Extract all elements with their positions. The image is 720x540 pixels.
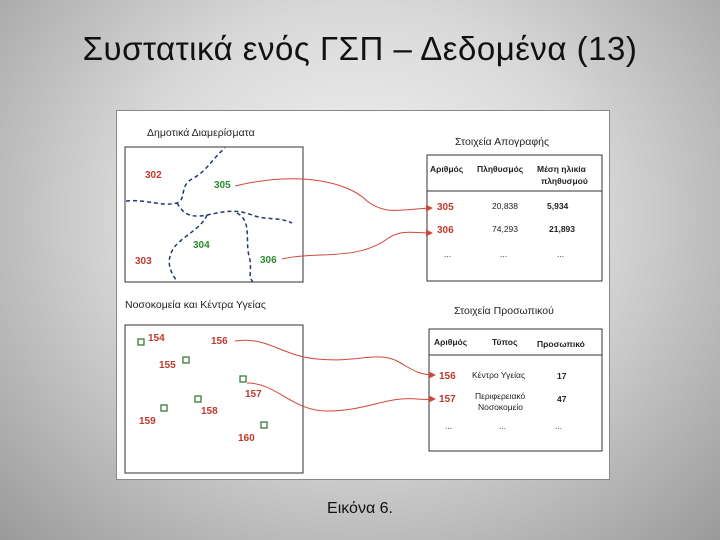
point-159 xyxy=(161,405,167,411)
staff-ellipsis-3: ... xyxy=(555,421,563,431)
census-col-population: Πληθυσμός xyxy=(477,164,524,174)
staff-row2-staff: 47 xyxy=(557,394,567,404)
staff-col-type: Τύπος xyxy=(492,337,518,347)
census-heading: Στοιχεία Απογραφής xyxy=(455,136,550,148)
hospital-label-156: 156 xyxy=(211,336,228,347)
hospital-label-158: 158 xyxy=(201,406,218,417)
point-155 xyxy=(183,357,189,363)
point-154 xyxy=(138,339,144,345)
census-col-id: Αριθμός xyxy=(430,164,464,174)
point-157 xyxy=(240,376,246,382)
point-158 xyxy=(195,396,201,402)
hospital-label-157: 157 xyxy=(245,389,262,400)
staff-col-id: Αριθμός xyxy=(434,337,468,347)
district-label-302: 302 xyxy=(145,170,162,181)
hospitals-heading: Νοσοκομεία και Κέντρα Υγείας xyxy=(125,299,266,311)
gis-diagram xyxy=(117,111,609,479)
districts-heading: Δημοτικά Διαμερίσματα xyxy=(147,127,255,139)
census-col-age-2: πληθυσμού xyxy=(541,176,588,186)
census-col-age: Μέση ηλικία xyxy=(537,164,586,174)
staff-row1-type: Κέντρο Υγείας xyxy=(472,370,526,380)
staff-row1-id: 156 xyxy=(439,371,456,382)
staff-row2-type-line2: Νοσοκομείο xyxy=(478,402,524,412)
census-ellipsis-3: ... xyxy=(557,249,565,259)
staff-ellipsis-1: ... xyxy=(445,421,453,431)
point-160 xyxy=(261,422,267,428)
arrow-306 xyxy=(282,232,432,259)
hospital-label-154: 154 xyxy=(148,333,165,344)
staff-heading: Στοιχεία Προσωπικού xyxy=(454,305,554,317)
gis-figure xyxy=(116,110,610,480)
staff-row2-type-line1: Περιφερειακό xyxy=(475,391,526,401)
census-ellipsis-1: ... xyxy=(444,249,452,259)
district-label-305: 305 xyxy=(214,180,231,191)
staff-row1-staff: 17 xyxy=(557,371,567,381)
hospital-label-155: 155 xyxy=(159,360,176,371)
census-row1-id: 305 xyxy=(437,202,454,213)
staff-ellipsis-2: ... xyxy=(499,421,507,431)
figure-caption: Εικόνα 6. xyxy=(327,500,393,517)
district-label-303: 303 xyxy=(135,256,152,267)
staff-row2-id: 157 xyxy=(439,394,456,405)
slide-title: Συστατικά ενός ΓΣΠ – Δεδομένα (13) xyxy=(82,30,638,67)
hospital-label-160: 160 xyxy=(238,433,255,444)
census-row2-age: 21,893 xyxy=(549,224,575,234)
district-label-304: 304 xyxy=(193,240,210,251)
census-ellipsis-2: ... xyxy=(500,249,508,259)
district-label-306: 306 xyxy=(260,255,277,266)
census-row2-population: 74,293 xyxy=(492,224,518,234)
staff-col-staff: Προσωπικό xyxy=(537,339,585,349)
census-row2-id: 306 xyxy=(437,225,454,236)
hospital-label-159: 159 xyxy=(139,416,156,427)
census-row1-age: 5,934 xyxy=(547,201,569,211)
census-row1-population: 20,838 xyxy=(492,201,518,211)
